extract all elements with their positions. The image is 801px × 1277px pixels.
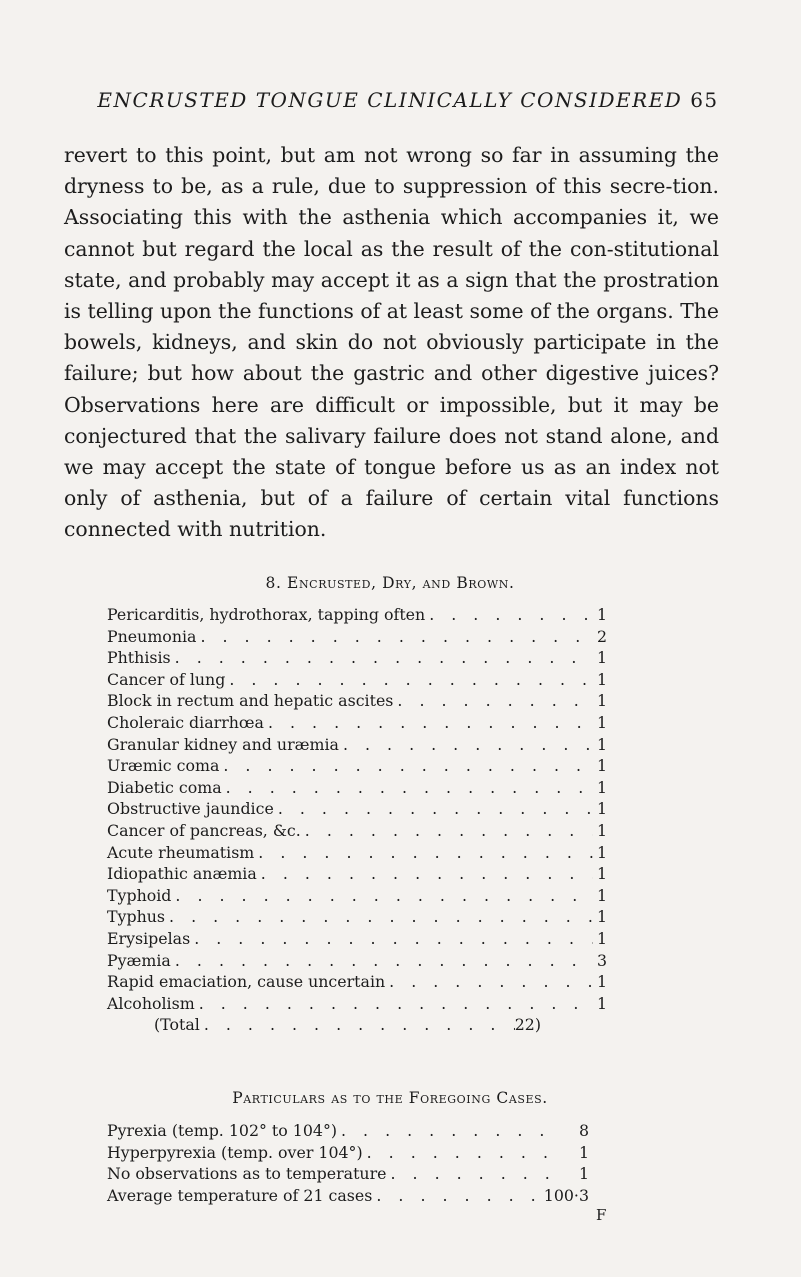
table-row: No observations as to temperature . . . 1 (107, 1163, 589, 1185)
table-row: Idiopathic anæmia . . . 1 (107, 863, 607, 885)
total-row: (Total . . . 22) (154, 1014, 541, 1036)
table-row: Acute rheumatism . . . 1 (107, 842, 607, 864)
table-row: Pyrexia (temp. 102° to 104°) . . . 8 (107, 1120, 589, 1142)
table-row: Erysipelas . . . 1 (107, 928, 607, 950)
section-title: Encrusted, Dry, and Brown. (287, 574, 515, 592)
table-row: Granular kidney and uræmia . . . 1 (107, 734, 607, 756)
table-row: Choleraic diarrhœa . . . 1 (107, 712, 607, 734)
table-row: Average temperature of 21 cases . . . 100·3 (107, 1185, 589, 1207)
table-row: Pericarditis, hydrothorax, tapping often . . . 1 (107, 604, 607, 626)
cases-table (107, 604, 607, 1036)
table-row: Pyæmia . . . 3 (107, 950, 607, 972)
table-row: Phthisis . . . 1 (107, 647, 607, 669)
table-row: Rapid emaciation, cause uncertain . . . 1 (107, 971, 607, 993)
table-row: Alcoholism . . . 1 (107, 993, 607, 1015)
page-number: 65 (690, 88, 719, 112)
table-row: Pneumonia . . . 2 (107, 626, 607, 648)
table-row: Typhoid . . . 1 (107, 885, 607, 907)
table-row: Cancer of lung . . . 1 (107, 669, 607, 691)
signature-mark: F (596, 1206, 607, 1224)
running-head-title: ENCRUSTED TONGUE CLINICALLY CONSIDERED (97, 88, 683, 112)
table-row: Cancer of pancreas, &c. . . . 1 (107, 820, 607, 842)
table-row: Block in rectum and hepatic ascites . . . 1 (107, 690, 607, 712)
running-head (88, 88, 728, 112)
table-row: Diabetic coma . . . 1 (107, 777, 607, 799)
body-paragraph: revert to this point, but am not wrong so far in assuming the dryness to be, as a rule, due to suppression of this secre-tion. Associating this with the asthenia which accompanies it, we cannot but regard the local as the result of the con-stitutional state, and probably may accept it as a sign that the prostration is telling upon the functions of at least some of the organs. The bowels, kidneys, and skin do not obviously participate in the failure; but how about the gastric and other digestive juices? Observations here are difficult or impossible, but it may be conjectured that the salivary failure does not stand alone, and we may accept the state of tongue before us as an index not only of asthenia, but of a failure of certain vital functions connected with nutrition. (64, 143, 719, 542)
section-heading-particulars: Particulars as to the Foregoing Cases. (232, 1089, 548, 1107)
table-row: Hyperpyrexia (temp. over 104°) . . . 1 (107, 1142, 589, 1164)
section-number: 8. (265, 574, 282, 592)
table-row: Uræmic coma . . . 1 (107, 755, 607, 777)
table-row: Obstructive jaundice . . . 1 (107, 798, 607, 820)
section-heading-encrusted (140, 574, 640, 592)
particulars-table (107, 1120, 589, 1206)
table-row: Typhus . . . 1 (107, 906, 607, 928)
